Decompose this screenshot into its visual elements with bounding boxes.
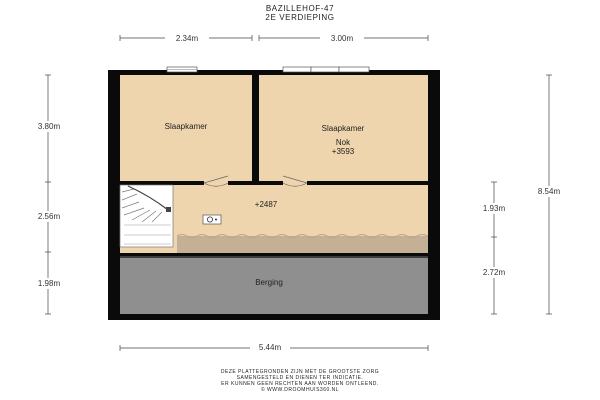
staircase bbox=[120, 185, 173, 247]
dim-right-inner bbox=[491, 182, 497, 314]
dim-left-upper: 3.80m bbox=[37, 122, 61, 131]
copyright-link[interactable]: © WWW.DROOMHUIS360.NL bbox=[260, 387, 340, 393]
window-right-1 bbox=[283, 67, 311, 72]
dim-left-middle: 2.56m bbox=[37, 212, 61, 221]
floor-name: 2E VERDIEPING bbox=[265, 13, 335, 22]
stair-post bbox=[166, 207, 171, 212]
low-ceiling-zone bbox=[177, 236, 428, 253]
label-berging: Berging bbox=[255, 278, 283, 287]
dim-right-upper: 1.93m bbox=[482, 204, 506, 213]
label-landing-height: +2487 bbox=[254, 200, 278, 209]
dim-right-lower: 2.72m bbox=[482, 268, 506, 277]
dim-right-total: 8.54m bbox=[537, 187, 561, 196]
dim-bottom-label: 5.44m bbox=[258, 343, 282, 352]
window-right-3 bbox=[339, 67, 369, 72]
dim-top-left: 2.34m bbox=[175, 34, 199, 43]
disclaimer-line-2: SAMENGESTELD EN DIENEN TER INDICATIE. bbox=[236, 375, 364, 381]
disclaimer-line-3: ER KUNNEN GEEN RECHTEN AAN WORDEN ONTLEEND. bbox=[221, 381, 379, 387]
disclaimer-line-1: DEZE PLATTEGRONDEN ZIJN MET DE GROOTSTE ZORG bbox=[220, 369, 380, 375]
label-nok-height: +3593 bbox=[331, 147, 355, 156]
dim-left-lower: 1.98m bbox=[37, 279, 61, 288]
heater-unit bbox=[203, 215, 221, 224]
plan-title: BAZILLEHOF-47 bbox=[265, 4, 335, 13]
label-slaapkamer-1: Slaapkamer bbox=[164, 122, 208, 131]
dim-top-right: 3.00m bbox=[330, 34, 354, 43]
door-opening-1 bbox=[204, 180, 228, 186]
label-nok: Nok bbox=[335, 138, 351, 147]
door-opening-2 bbox=[283, 180, 307, 186]
heater-dot bbox=[215, 219, 217, 221]
label-slaapkamer-2: Slaapkamer bbox=[321, 124, 365, 133]
window-right-2 bbox=[311, 67, 339, 72]
